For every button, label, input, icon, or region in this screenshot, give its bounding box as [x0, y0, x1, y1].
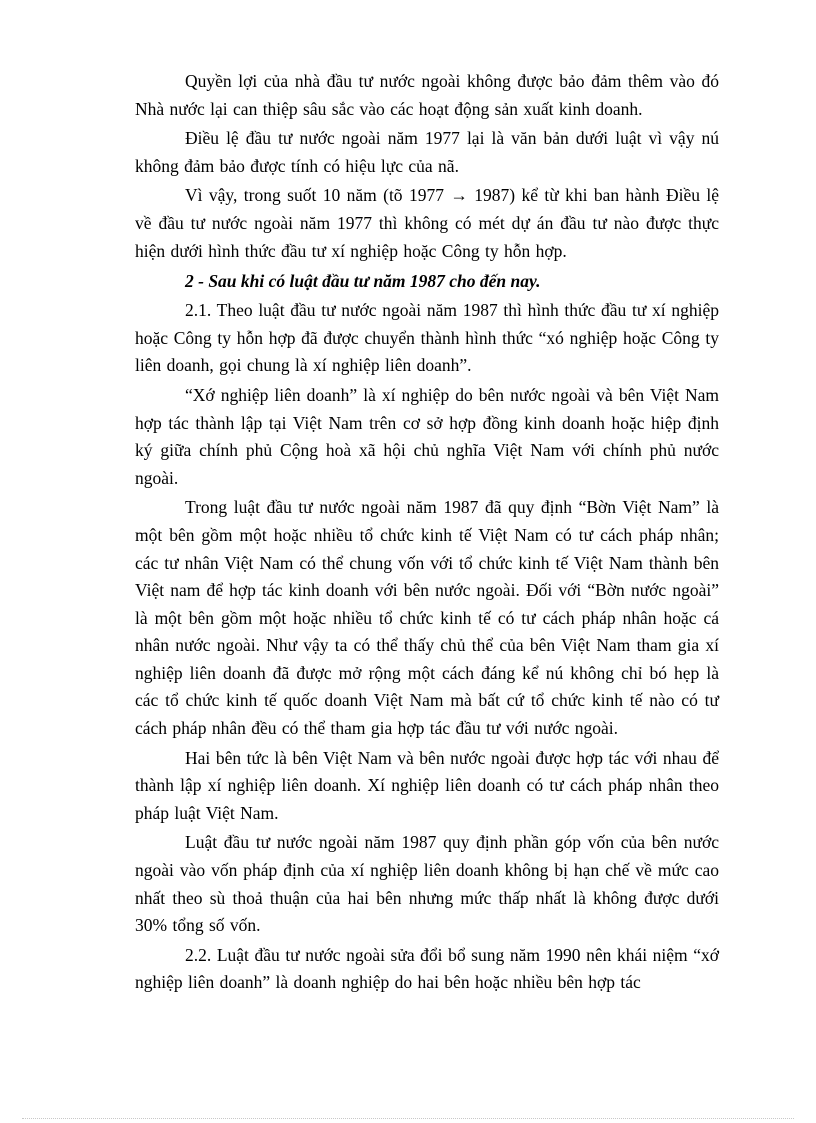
page-bottom-divider	[22, 1118, 794, 1119]
section-heading: 2 - Sau khi có luật đầu tư năm 1987 cho đến nay.	[185, 271, 541, 292]
paragraph: 2.2. Luật đầu tư nước ngoài sửa đổi bổ sung năm 1990 nên khái niệm “xớ nghiệp liên doanh” là doanh nghiệp do hai bên hoặc nhiều bên hợp tác	[135, 944, 719, 993]
paragraph: “Xớ nghiệp liên doanh” là xí nghiệp do bên nước ngoài và bên Việt Nam hợp tác thành lập tại Việt Nam trên cơ sở hợp đồng kinh doanh hoặc hiệp định ký giữa chính phủ Cộng hoà xã hội chủ nghĩa Việt Nam với chính phủ nước ngoài.	[135, 384, 719, 488]
paragraph: Quyền lợi của nhà đầu tư nước ngoài không được bảo đảm thêm vào đó Nhà nước lại can thiệp sâu sắc vào các hoạt động sản xuất kinh doanh.	[135, 71, 719, 119]
paragraph: Điều lệ đầu tư nước ngoài năm 1977 lại là văn bản dưới luật vì vậy nú không đảm bảo được tính có hiệu lực của nã.	[135, 128, 719, 176]
paragraph: 2.1. Theo luật đầu tư nước ngoài năm 1987 thì hình thức đầu tư xí nghiệp hoặc Công ty hỗn hợp đã được chuyển thành hình thức “xó nghiệp hoặc Công ty liên doanh, gọi chung là xí nghiệp liên doanh”.	[135, 300, 719, 376]
paragraph: Trong luật đầu tư nước ngoài năm 1987 đã quy định “Bờn Việt Nam” là một bên gồm một hoặc nhiều tổ chức kinh tế Việt Nam có tư cách pháp nhân; các tư nhân Việt Nam có thể chung vốn với tổ chức kinh tế Việt Nam thành bên Việt nam để hợp tác kinh doanh với bên nước ngoài. Đối với “Bờn nước ngoài” là một bên gồm một hoặc nhiều tổ chức kinh tế có tư cách pháp nhân hoặc cá nhân nước ngoài. Như vậy ta có thể thấy chủ thể của bên Việt Nam tham gia xí nghiệp liên doanh đã được mở rộng một cách đáng kể nú không chỉ bó hẹp là các tổ chức kinh tế quốc doanh Việt Nam mà bất cứ tổ chức kinh tế nào có tư cách pháp nhân đều có thể tham gia hợp tác đầu tư với nước ngoài.	[135, 497, 719, 739]
document-body	[135, 68, 719, 999]
paragraph: Hai bên tức là bên Việt Nam và bên nước ngoài được hợp tác với nhau để thành lập xí nghiệp liên doanh. Xí nghiệp liên doanh có tư cách pháp nhân theo pháp luật Việt Nam.	[135, 747, 719, 823]
paragraph: Luật đầu tư nước ngoài năm 1987 quy định phần góp vốn của bên nước ngoài vào vốn pháp định của xí nghiệp liên doanh không bị hạn chế về mức cao nhất theo sù thoả thuận của hai bên nhưng mức thấp nhất là không được dưới 30% tổng số vốn.	[135, 832, 719, 936]
paragraph: Vì vậy, trong suốt 10 năm (tõ 1977 → 1987) kể từ khi ban hành Điều lệ về đầu tư nước ngoài năm 1977 thì không có mét dự án đầu tư nào được thực hiện dưới hình thức đầu tư xí nghiệp hoặc Công ty hỗn hợp.	[135, 185, 719, 261]
